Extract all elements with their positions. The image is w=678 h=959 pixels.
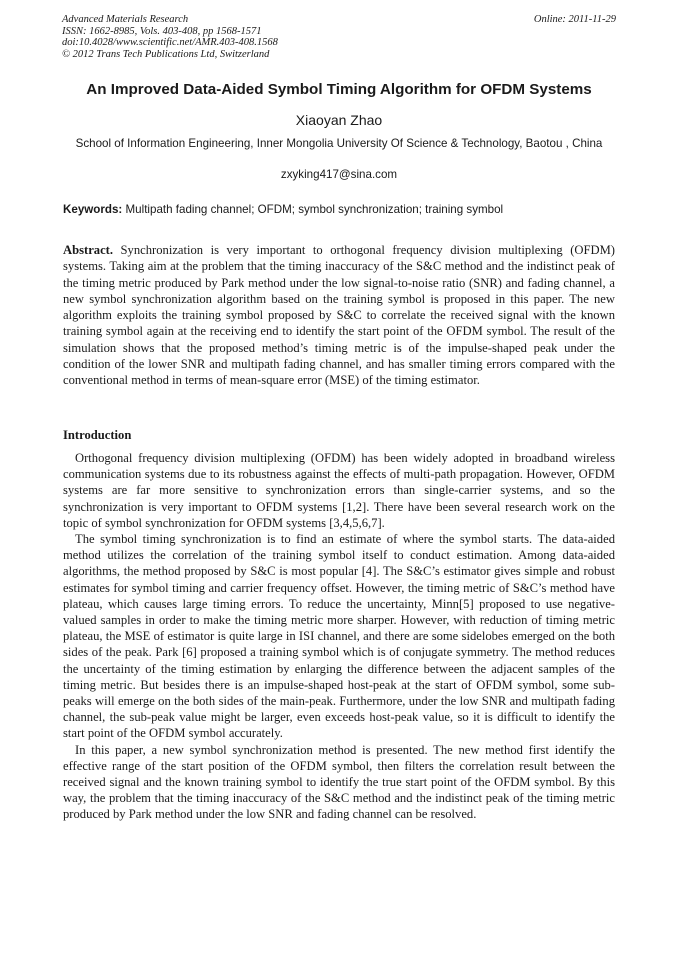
paper-title: An Improved Data-Aided Symbol Timing Algorithm for OFDM Systems — [86, 81, 592, 98]
abstract-label: Abstract. — [63, 243, 114, 257]
abstract-paragraph — [63, 242, 615, 388]
issn-line: ISSN: 1662-8985, Vols. 403-408, pp 1568-1571 — [62, 25, 262, 37]
journal-header — [62, 14, 616, 60]
doi-line: doi:10.4028/www.scientific.net/AMR.403-408.1568 — [62, 37, 278, 48]
introduction-paragraph: The symbol timing synchronization is to find an estimate of where the symbol starts. The data-aided method utilizes the correlation of the training symbol itself to conduct estimation. Among data-aided algorithms, the method proposed by S&C is most popular [4]. The S&C’s estimator gives simple and robust estimates for symbol timing and carrier frequency offset. However, the timing metric of S&C’s method have plateau, which causes large timing errors. To reduce the uncertainty, Minn[5] proposed to use negative-valued samples in order to make the timing metric more sharper. However, with reduction of timing metric plateau, the MSE of estimator is quite large in ISI channel, and there are some sidelobes emerged on the both sides of the peak. Park [6] proposed a training symbol which is of conjugate symmetry. The method reduces the uncertainty of the timing estimation by enlarging the difference between the adjacent samples of the timing metric. But besides there is an impulse-shaped host-peak at the start of OFDM symbol, some sub-peaks will emerge on the both sides of the main-peak. Furthermore, under the low SNR and multipath fading channel, the sub-peak value might be larger, even exceeds host-peak value, so it is difficult to identify the start point of the OFDM symbol accurately. — [63, 532, 615, 741]
author-affiliation: School of Information Engineering, Inner Mongolia University Of Science & Technology, Baotou , China — [75, 137, 603, 150]
copyright-line: © 2012 Trans Tech Publications Ltd, Switzerland — [62, 48, 270, 60]
introduction-paragraph: Orthogonal frequency division multiplexing (OFDM) has been widely adopted in broadband wireless communication systems due to its robustness against the effects of multi-path propagation. However, OFDM systems are far more sensitive to synchronization errors than single-carrier systems, and so the synchronization is very important to OFDM systems [1,2]. There have been several research work on the topic of symbol synchronization for OFDM systems [3,4,5,6,7]. — [63, 451, 615, 530]
introduction-paragraph: In this paper, a new symbol synchronization method is presented. The new method first identify the effective range of the start position of the OFDM symbol, then filters the correlation result between the received signal and the known training symbol to identify the true start point of the OFDM symbol. By this way, the problem that the timing inaccuracy of the S&C method and the indistinct peak of the timing metric produced by Park method under the low SNR and fading channel can be resolved. — [63, 742, 615, 822]
keywords-label: Keywords: — [63, 203, 123, 216]
journal-name: Advanced Materials Research — [62, 14, 189, 25]
keywords-line — [63, 203, 619, 216]
author-name: Xiaoyan Zhao — [295, 112, 383, 128]
abstract-text: Synchronization is very important to orthogonal frequency division multiplexing (OFDM) systems. Taking aim at the problem that the timing inaccuracy of the S&C method and the indistinct peak of the timing metric produced by Park method under the low signal-to-noise ratio (SNR) and fading channel, a new symbol synchronization algorithm based on the training symbol is proposed in this paper. The new algorithm exploits the training symbol proposed by S&C to correlate the received signal with the known training symbol again at the receiving end to identify the start point of the OFDM symbol. The result of the simulation shows that the proposed method’s timing metric is of the impulse-shaped peak under the condition of the lower SNR and multipath fading channel, and has smaller timing errors compared with the conventional method in terms of mean-square error (MSE) of the timing estimator. — [63, 243, 615, 387]
keywords-text: Multipath fading channel; OFDM; symbol synchronization; training symbol — [125, 203, 504, 216]
author-email: zxyking417@sina.com — [280, 168, 398, 181]
introduction-body — [63, 450, 615, 823]
introduction-heading: Introduction — [63, 428, 132, 442]
online-date: Online: 2011-11-29 — [533, 14, 616, 25]
